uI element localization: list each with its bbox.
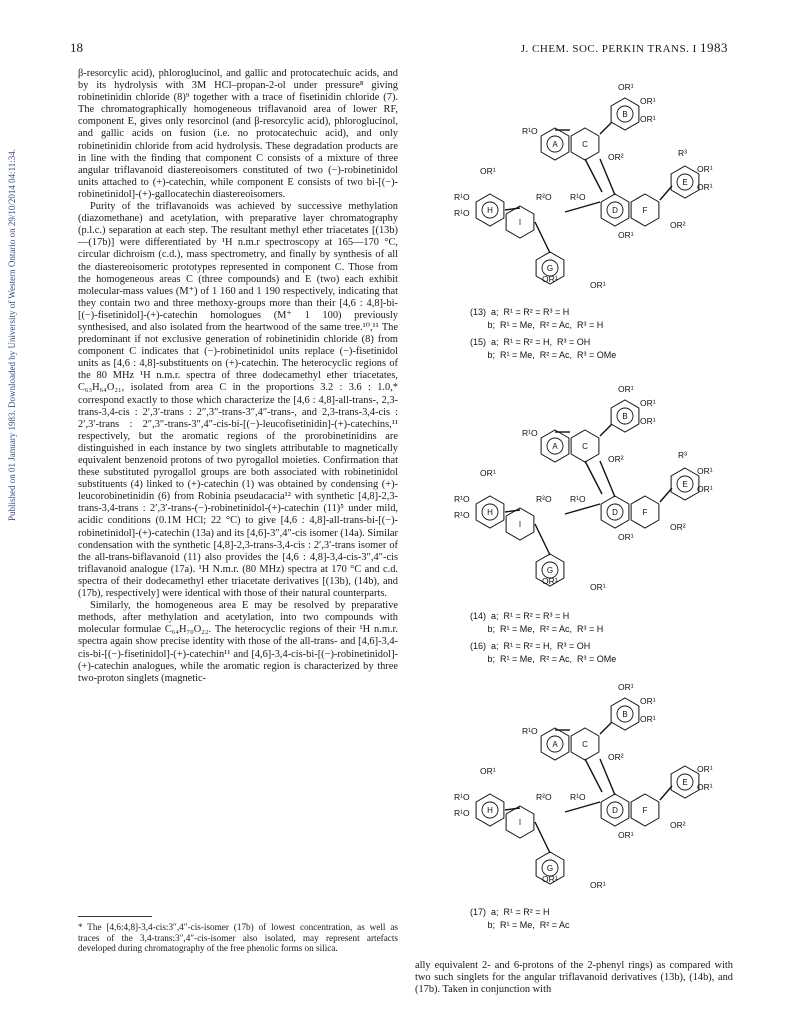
ring-label: F [642, 206, 648, 215]
bond [505, 808, 520, 810]
substituent-label: OR² [670, 522, 686, 532]
ring-label: G [546, 864, 554, 873]
bond [585, 159, 602, 192]
substituent-label: OR¹ [618, 682, 634, 692]
ring-label: B [622, 710, 628, 719]
bond [600, 722, 612, 734]
bond [660, 488, 672, 502]
bond [600, 461, 615, 497]
substituent-label: OR¹ [618, 532, 634, 542]
caption-line: b; R¹ = Me, R² = Ac, R³ = OMe [470, 654, 617, 664]
caption-13-15 [470, 306, 616, 362]
substituent-label: OR¹ [697, 484, 713, 494]
substituent-label: R¹O [454, 494, 470, 504]
bond [600, 159, 615, 195]
download-watermark: Published on 01 January 1983. Downloaded by University of Western Ontario on 29/10/2014 04:11:34. [7, 149, 17, 521]
bond [505, 510, 520, 512]
caption-line: (14) a; R¹ = R² = R³ = H [470, 611, 570, 621]
substituent-label: R²O [536, 494, 552, 504]
caption-line: (15) a; R¹ = R² = H, R³ = OH [470, 337, 591, 347]
substituent-label: OR¹ [697, 182, 713, 192]
structure-13-15 [440, 82, 740, 302]
substituent-label: OR¹ [480, 766, 496, 776]
caption-line: (16) a; R¹ = R² = H, R³ = OH [470, 641, 591, 651]
substituent-label: OR¹ [542, 874, 558, 884]
ring-label: A [552, 442, 558, 451]
substituent-label: R¹O [454, 510, 470, 520]
ring-label: I [518, 218, 522, 227]
ring-label: D [612, 206, 618, 215]
substituent-label: R¹O [522, 726, 538, 736]
right-column-text: ally equivalent 2- and 6-protons of the 2-phenyl rings) as compared with two such singlets for the angular triflavanoid derivatives (13b), (14b), and (17b). Taken in conjunction with [415, 960, 733, 996]
substituent-label: R¹O [570, 494, 586, 504]
caption-line: b; R¹ = Me, R² = Ac, R³ = H [470, 320, 604, 330]
substituent-label: OR¹ [590, 582, 606, 592]
footnote: * The [4,6:4,8]-3,4-cis:3″,4″-cis-isomer (17b) of lowest concentration, as well as traces of the 3,4-trans:3″,4″-cis-isomer also isolated, may represent artefacts developed during chromatography of the free phenolic forms on silica. [78, 922, 398, 954]
structure-17 [440, 682, 740, 902]
bond [535, 822, 550, 853]
substituent-label: OR² [608, 454, 624, 464]
substituent-label: OR¹ [618, 230, 634, 240]
bond [600, 759, 615, 795]
triflavanoid-structure-diagram [440, 682, 740, 902]
caption-14-16 [470, 610, 616, 666]
substituent-label: R²O [536, 792, 552, 802]
substituent-label: OR¹ [697, 466, 713, 476]
caption-line: b; R¹ = Me, R² = Ac [470, 920, 570, 930]
substituent-label: R³ [678, 148, 687, 158]
substituent-label: OR¹ [480, 468, 496, 478]
ring-label: I [518, 520, 522, 529]
left-column [78, 68, 398, 685]
ring-label: A [552, 740, 558, 749]
page-number: 18 [70, 40, 83, 55]
ring-label: A [552, 140, 558, 149]
journal-header [521, 40, 728, 56]
substituent-label: OR² [670, 820, 686, 830]
triflavanoid-structure-diagram [440, 384, 740, 604]
bond [585, 759, 602, 792]
substituent-label: R¹O [454, 792, 470, 802]
structure-14-16 [440, 384, 740, 604]
substituent-label: OR¹ [618, 830, 634, 840]
footnote-divider [78, 916, 152, 917]
bond [565, 504, 600, 514]
ring-label: G [546, 264, 554, 273]
substituent-label: OR¹ [640, 114, 656, 124]
substituent-label: OR¹ [640, 696, 656, 706]
ring-label: B [622, 110, 628, 119]
journal-year: 1983 [700, 40, 728, 55]
bond [535, 524, 550, 555]
caption-line: (13) a; R¹ = R² = R³ = H [470, 307, 570, 317]
substituent-label: OR¹ [542, 274, 558, 284]
substituent-label: R²O [536, 192, 552, 202]
ring-label: E [682, 178, 688, 187]
substituent-label: OR¹ [697, 764, 713, 774]
substituent-label: OR¹ [697, 164, 713, 174]
caption-line: b; R¹ = Me, R² = Ac, R³ = H [470, 624, 604, 634]
substituent-label: R¹O [522, 126, 538, 136]
paragraph: Purity of the triflavanoids was achieved by successive methylation (diazomethane) and acetylation, with preparative layer chromatography (p.l.c.) separation at each step. The resultant methyl ether triacetates [(13b)—(17b)] were differentiated by ¹H n.m.r spectroscopy at 165—170 °C, circular dichroism (c.d.), mass spectrometry, and finally by synthesis of all the diastereoisomeric prototypes represented in component C. Those from the homogeneous areas C (three compounds) and E (two) each exhibit molecular-mass values (M⁺) of 1 160 and 1 190 respectively, indicating that they contain two and three methoxy-groups more than their [4,6 : 4,8]-bi-[(−)-fisetinidol]-(+)-catechin homologues (M⁺ 1 100) previously synthesised, and also isolated from the heartwood of the same tree.¹⁰,¹¹ The predominant if not exclusive generation of robinetinidin chloride (8) from component C indicates that (−)-robinetinidol units replace (−)-fisetinidol units as [4,6 : 4,8]-substituents on (+)-catechin. The heterocyclic regions of the 80 MHz ¹H n.m.r. spectra of three dodecamethyl ether triacetates, C₆₃H₆₄O₂₁, isolated from area C in the proportions 3.2 : 3.6 : 1.0,* correspond exactly to those which characterize the [4,6 : 4,8]-all-trans-, 2,3-trans-3,4-cis : 2′,3′-trans : 2″,3″-trans-3″,4″-trans-, and 2,3-trans-3,4-cis : 2′,3′-trans : 2″,3″-trans-3″,4″-cis-bi-[(−)-leucofisetinidin]-(+)-catechins,¹¹ respectively, but the aromatic regions of the prorobinetinidins are distinguished in each instance by two singlets attributable to magnetically equivalent benzenoid protons of two pyrogallol moieties. Confirmation that these substituted pyrogallol groups are both associated with robinetinidol substituents (4) linked to (+)-catechin (1) was obtained by condensing (+)-leucorobinetinidin (6) from Robinia pseudacacia¹² with synthetic [4,8]-2,3-trans-3,4-trans : 2′,3′-trans-(−)-robinetinidol-(+)-catechin (11)⁵ under mild, acidic conditions (0.1M HCl; 22 °C) to give [4,6 : 4,8]-all-trans-bi-[(−)-robinetinidol]-(+)-catechin (13a) and its [4,6]-3″,4″-cis isomer (14a). Similar condensation with the synthetic [4,8]-2,3-trans-3,4-cis : 2′,3′-trans isomer of the all-trans-biflavanoid (11) also provides the [4,6 : 4,8]-3,4-cis-3″,4″-cis triflavanoid analogue (17a). ¹H N.m.r. (80 MHz) spectra at 170 °C and c.d. spectra of their dodecamethyl ether triacetate derivatives [(13b), (14b), and (17b), respectively] were identical with those of their natural counterparts. [78, 201, 398, 600]
journal-title: J. CHEM. SOC. PERKIN TRANS. I [520, 43, 697, 55]
ring-label: B [622, 412, 628, 421]
bond [660, 186, 672, 200]
bond [600, 122, 612, 134]
caption-line: b; R¹ = Me, R² = Ac, R³ = OMe [470, 350, 617, 360]
substituent-label: OR¹ [640, 398, 656, 408]
ring-label: G [546, 566, 554, 575]
ring-label: D [612, 508, 618, 517]
substituent-label: OR² [670, 220, 686, 230]
substituent-label: R¹O [454, 808, 470, 818]
ring-label: C [582, 740, 588, 749]
paragraph: Similarly, the homogeneous area E may be resolved by preparative methods, after methylation and acetylation, into two compounds with molecular formulae C₆₄H₇₀O₂₂. The heterocyclic regions of their ¹H n.m.r. spectra again show precise identity with those of the all-trans- and [4,6]-3,4-cis-bi-[(−)-fisetinidol]-(+)-catechin¹¹ and [4,6]-3,4-cis-bi-[(−)-robinetinidol]-(+)-catechin analogues, while the aromatic region is characterized by three two-proton singlets (magnetic- [78, 600, 398, 684]
ring-label: F [642, 806, 648, 815]
bond [660, 786, 672, 800]
substituent-label: R¹O [454, 192, 470, 202]
ring-label: C [582, 442, 588, 451]
ring-label: F [642, 508, 648, 517]
caption-line: (17) a; R¹ = R² = H [470, 907, 550, 917]
substituent-label: R¹O [570, 192, 586, 202]
substituent-label: R³ [678, 450, 687, 460]
substituent-label: OR¹ [590, 280, 606, 290]
substituent-label: R¹O [570, 792, 586, 802]
ring-label: E [682, 480, 688, 489]
ring-label: I [518, 818, 522, 827]
ring-label: H [487, 206, 493, 215]
paragraph: β-resorcylic acid), phloroglucinol, and gallic and protocatechuic acids, and by its hydrolysis with 3M HCl–propan-2-ol under pressure⁸ giving robinetinidin chloride (8)⁹ together with a trace of fisetinidin chloride (7). The chromatographically homogeneous triflavanoid area of lower RF, component E, gives only resorcinol (and β-resorcylic acid), phloroglucinol, and gallic acids on fusion (i.e. no protocatechuic acid), and only robinetinidin chloride from acid hydrolysis. These degradation products are in line with the finding that component C consists of a mixture of three angular triflavanoid diastereoisomers constituted of two (−)-robinetinidol units attached to (+)-catechin, while component E consists of two bi-[(−)-robinetinidol]-(+)-gallocatechin diastereoisomers. [78, 68, 398, 200]
bond [535, 222, 550, 253]
ring-label: H [487, 806, 493, 815]
substituent-label: OR¹ [697, 782, 713, 792]
substituent-label: OR¹ [542, 576, 558, 586]
bond [565, 802, 600, 812]
bond [505, 208, 520, 210]
substituent-label: OR¹ [618, 82, 634, 92]
triflavanoid-structure-diagram [440, 82, 740, 302]
substituent-label: OR² [608, 752, 624, 762]
substituent-label: OR² [608, 152, 624, 162]
substituent-label: OR¹ [618, 384, 634, 394]
caption-17 [470, 906, 570, 932]
bond [565, 202, 600, 212]
substituent-label: OR¹ [640, 416, 656, 426]
ring-label: H [487, 508, 493, 517]
ring-label: E [682, 778, 688, 787]
bond [600, 424, 612, 436]
substituent-label: R¹O [454, 208, 470, 218]
substituent-label: OR¹ [480, 166, 496, 176]
substituent-label: OR¹ [640, 96, 656, 106]
substituent-label: OR¹ [640, 714, 656, 724]
ring-label: C [582, 140, 588, 149]
substituent-label: OR¹ [590, 880, 606, 890]
substituent-label: R¹O [522, 428, 538, 438]
ring-label: D [612, 806, 618, 815]
bond [585, 461, 602, 494]
